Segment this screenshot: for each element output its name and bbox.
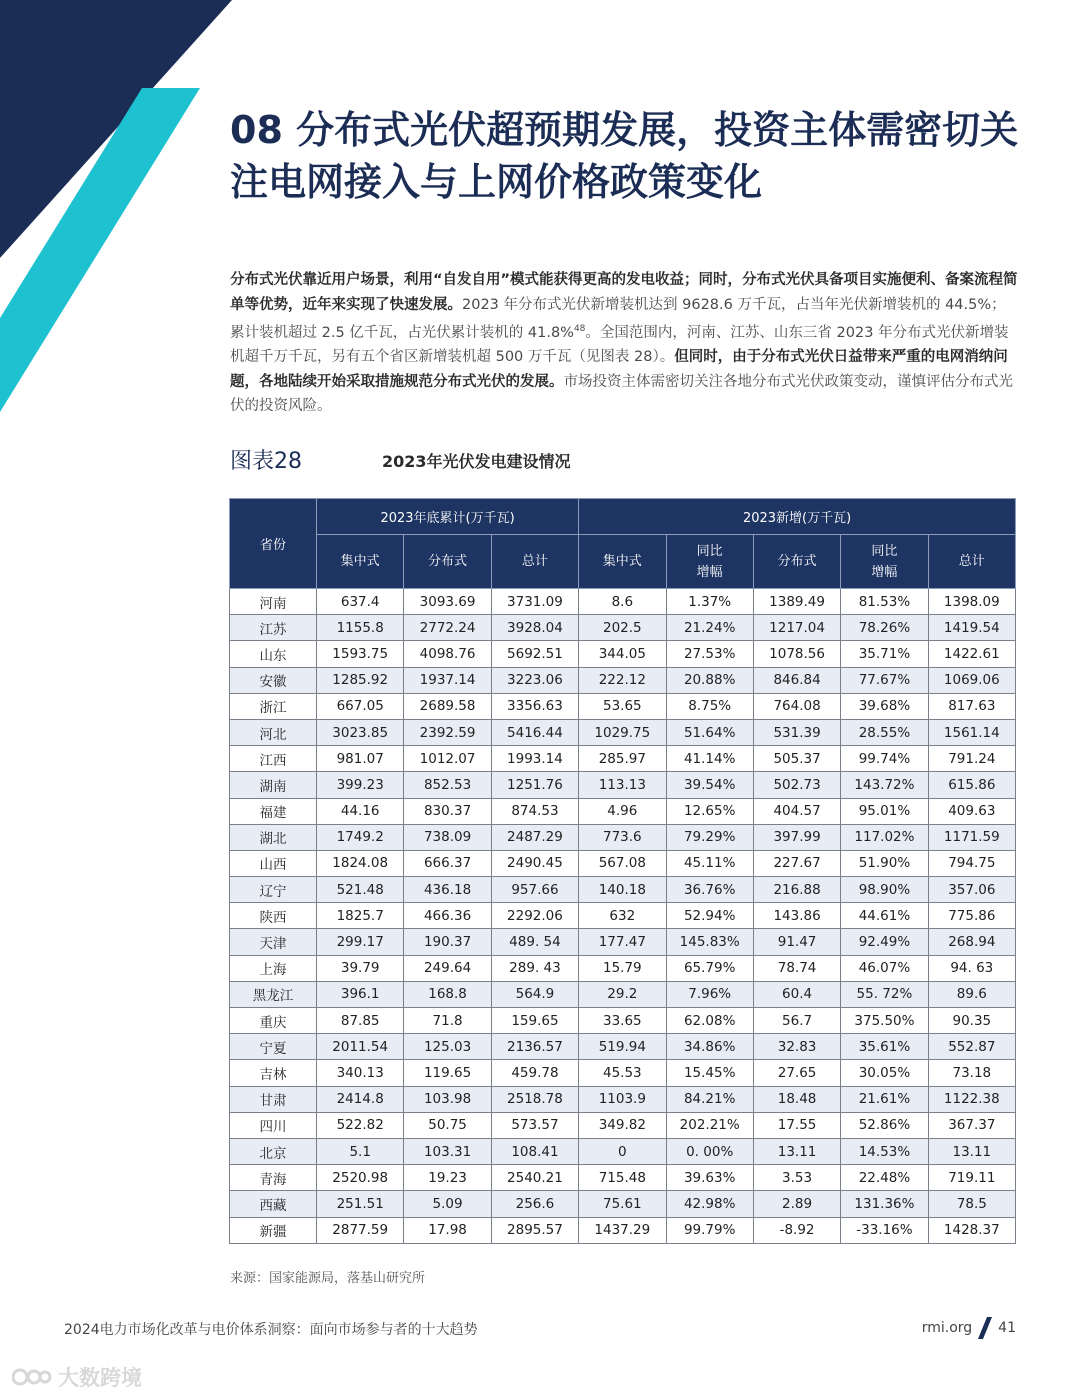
column-header: 总计	[928, 535, 1015, 589]
table-cell: 1593.75	[317, 641, 404, 667]
table-cell: 1069.06	[928, 667, 1015, 693]
province-cell: 湖北	[230, 824, 317, 850]
province-cell: 上海	[230, 955, 317, 981]
table-cell: 27.53%	[666, 641, 753, 667]
header-province: 省份	[230, 499, 317, 589]
province-cell: 甘肃	[230, 1086, 317, 1112]
table-cell: 1.37%	[666, 589, 753, 615]
table-cell: 775.86	[928, 903, 1015, 929]
table-cell: 409.63	[928, 798, 1015, 824]
table-cell: 51.90%	[841, 850, 928, 876]
table-cell: 2877.59	[317, 1217, 404, 1243]
table-cell: 216.88	[753, 877, 840, 903]
table-cell: 44.16	[317, 798, 404, 824]
table-cell: 91.47	[753, 929, 840, 955]
table-cell: 27.65	[753, 1060, 840, 1086]
table-row	[230, 746, 1016, 772]
footer-right	[922, 1317, 1016, 1339]
figure-title: 2023年光伏发电建设情况	[382, 452, 571, 471]
table-cell: 117.02%	[841, 824, 928, 850]
table-cell: 715.48	[579, 1165, 666, 1191]
table-row	[230, 1086, 1016, 1112]
table-cell: 3223.06	[491, 667, 578, 693]
table-cell: 1103.9	[579, 1086, 666, 1112]
table-cell: 466.36	[404, 903, 491, 929]
table-cell: 99.74%	[841, 746, 928, 772]
table-row	[230, 1060, 1016, 1086]
table-row	[230, 641, 1016, 667]
table-cell: 2011.54	[317, 1034, 404, 1060]
table-row	[230, 1191, 1016, 1217]
table-row	[230, 850, 1016, 876]
table-cell: 396.1	[317, 981, 404, 1007]
table-cell: 1993.14	[491, 746, 578, 772]
table-cell: 436.18	[404, 877, 491, 903]
table-cell: 45.53	[579, 1060, 666, 1086]
table-cell: 39.79	[317, 955, 404, 981]
table-row	[230, 955, 1016, 981]
table-cell: 15.79	[579, 955, 666, 981]
table-cell: 957.66	[491, 877, 578, 903]
table-cell: 19.23	[404, 1165, 491, 1191]
table-cell: 2292.06	[491, 903, 578, 929]
table-cell: 21.61%	[841, 1086, 928, 1112]
table-cell: 51.64%	[666, 719, 753, 745]
table-cell: 564.9	[491, 981, 578, 1007]
table-cell: 52.94%	[666, 903, 753, 929]
province-cell: 湖南	[230, 772, 317, 798]
table-cell: 375.50%	[841, 1008, 928, 1034]
table-cell: 981.07	[317, 746, 404, 772]
table-cell: 95.01%	[841, 798, 928, 824]
slash-icon	[978, 1317, 992, 1339]
province-cell: 辽宁	[230, 877, 317, 903]
table-cell: 489. 54	[491, 929, 578, 955]
table-cell: 13.11	[753, 1138, 840, 1164]
table-cell: 222.12	[579, 667, 666, 693]
table-cell: 2689.58	[404, 693, 491, 719]
table-row	[230, 1112, 1016, 1138]
table-cell: 79.29%	[666, 824, 753, 850]
table-cell: 119.65	[404, 1060, 491, 1086]
table-cell: 256.6	[491, 1191, 578, 1217]
table-cell: 50.75	[404, 1112, 491, 1138]
table-cell: 1428.37	[928, 1217, 1015, 1243]
table-cell: 103.31	[404, 1138, 491, 1164]
table-cell: 13.11	[928, 1138, 1015, 1164]
province-cell: 吉林	[230, 1060, 317, 1086]
table-cell: 168.8	[404, 981, 491, 1007]
table-cell: 7.96%	[666, 981, 753, 1007]
table-cell: 145.83%	[666, 929, 753, 955]
table-cell: 531.39	[753, 719, 840, 745]
watermark-text: 大数跨境	[58, 1366, 142, 1390]
table-cell: 794.75	[928, 850, 1015, 876]
table-row	[230, 1138, 1016, 1164]
table-cell: 14.53%	[841, 1138, 928, 1164]
table-cell: 227.67	[753, 850, 840, 876]
table-cell: 502.73	[753, 772, 840, 798]
table-row	[230, 1008, 1016, 1034]
para-text-1: 2023 年分布式光伏新增装机达到 9628.6 万千瓦，占当年光伏新增装机的 44.5%；累计装机超过 2.5 亿千瓦，占光伏累计装机的 41.8%	[230, 296, 1006, 341]
para-bold-2: 但同时，由于分布式光伏日益带来严重的电网消纳问题，各地陆续开始采取措施规范分布式光伏的发展。	[230, 349, 1008, 390]
table-cell: 33.65	[579, 1008, 666, 1034]
table-cell: 764.08	[753, 693, 840, 719]
table-cell: 1155.8	[317, 615, 404, 641]
table-cell: 55. 72%	[841, 981, 928, 1007]
table-cell: 3093.69	[404, 589, 491, 615]
table-cell: 817.63	[928, 693, 1015, 719]
table-cell: 56.7	[753, 1008, 840, 1034]
table-cell: 71.8	[404, 1008, 491, 1034]
table-cell: 159.65	[491, 1008, 578, 1034]
page-title: 08 分布式光伏超预期发展，投资主体需密切关注电网接入与上网价格政策变化	[230, 108, 1019, 204]
province-cell: 福建	[230, 798, 317, 824]
table-cell: 143.86	[753, 903, 840, 929]
table-cell: 667.05	[317, 693, 404, 719]
table-cell: 15.45%	[666, 1060, 753, 1086]
table-cell: 81.53%	[841, 589, 928, 615]
table-cell: 103.98	[404, 1086, 491, 1112]
table-cell: 519.94	[579, 1034, 666, 1060]
table-cell: 89.6	[928, 981, 1015, 1007]
table-cell: 77.67%	[841, 667, 928, 693]
table-cell: 18.48	[753, 1086, 840, 1112]
province-cell: 黑龙江	[230, 981, 317, 1007]
table-cell: 1419.54	[928, 615, 1015, 641]
table-cell: 5.09	[404, 1191, 491, 1217]
column-header: 分布式	[404, 535, 491, 589]
table-cell: 5.1	[317, 1138, 404, 1164]
province-cell: 宁夏	[230, 1034, 317, 1060]
table-cell: 666.37	[404, 850, 491, 876]
table-cell: 1078.56	[753, 641, 840, 667]
table-cell: 1824.08	[317, 850, 404, 876]
table-cell: 521.48	[317, 877, 404, 903]
table-cell: -33.16%	[841, 1217, 928, 1243]
table-cell: 35.71%	[841, 641, 928, 667]
column-header: 集中式	[579, 535, 666, 589]
table-cell: 35.61%	[841, 1034, 928, 1060]
table-cell: 92.49%	[841, 929, 928, 955]
page-number: 41	[998, 1320, 1016, 1336]
province-cell: 新疆	[230, 1217, 317, 1243]
table-cell: 125.03	[404, 1034, 491, 1060]
province-cell: 青海	[230, 1165, 317, 1191]
table-cell: 249.64	[404, 955, 491, 981]
table-row	[230, 615, 1016, 641]
table-cell: 2518.78	[491, 1086, 578, 1112]
table-cell: 791.24	[928, 746, 1015, 772]
province-cell: 重庆	[230, 1008, 317, 1034]
table-cell: 2895.57	[491, 1217, 578, 1243]
table-cell: 39.68%	[841, 693, 928, 719]
watermark	[12, 1362, 142, 1392]
table-cell: 87.85	[317, 1008, 404, 1034]
column-header: 同比 增幅	[666, 535, 753, 589]
table-cell: 1398.09	[928, 589, 1015, 615]
table-cell: 12.65%	[666, 798, 753, 824]
table-cell: 84.21%	[666, 1086, 753, 1112]
province-cell: 山东	[230, 641, 317, 667]
table-cell: 36.76%	[666, 877, 753, 903]
table-cell: 131.36%	[841, 1191, 928, 1217]
province-cell: 江西	[230, 746, 317, 772]
table-cell: 3356.63	[491, 693, 578, 719]
table-cell: 17.55	[753, 1112, 840, 1138]
table-cell: 2540.21	[491, 1165, 578, 1191]
table-cell: 1749.2	[317, 824, 404, 850]
table-row	[230, 693, 1016, 719]
table-cell: 60.4	[753, 981, 840, 1007]
table-cell: 34.86%	[666, 1034, 753, 1060]
table-cell: 45.11%	[666, 850, 753, 876]
table-cell: 505.37	[753, 746, 840, 772]
table-cell: 202.5	[579, 615, 666, 641]
table-cell: 4.96	[579, 798, 666, 824]
table-cell: 39.63%	[666, 1165, 753, 1191]
table-cell: 2392.59	[404, 719, 491, 745]
table-cell: 5692.51	[491, 641, 578, 667]
table-cell: 340.13	[317, 1060, 404, 1086]
province-cell: 西藏	[230, 1191, 317, 1217]
table-cell: 17.98	[404, 1217, 491, 1243]
footer-report-title: 2024电力市场化改革与电价体系洞察：面向市场参与者的十大趋势	[64, 1322, 478, 1338]
table-cell: 3.53	[753, 1165, 840, 1191]
table-cell: 65.79%	[666, 955, 753, 981]
table-cell: 2490.45	[491, 850, 578, 876]
table-cell: 738.09	[404, 824, 491, 850]
province-cell: 陕西	[230, 903, 317, 929]
table-cell: 94. 63	[928, 955, 1015, 981]
table-cell: 830.37	[404, 798, 491, 824]
table-cell: 190.37	[404, 929, 491, 955]
table-cell: 21.24%	[666, 615, 753, 641]
table-cell: 268.94	[928, 929, 1015, 955]
table-cell: 367.37	[928, 1112, 1015, 1138]
table-cell: 874.53	[491, 798, 578, 824]
table-cell: 2414.8	[317, 1086, 404, 1112]
table-cell: 637.4	[317, 589, 404, 615]
table-cell: 285.97	[579, 746, 666, 772]
province-cell: 天津	[230, 929, 317, 955]
table-cell: 28.55%	[841, 719, 928, 745]
table-cell: 1389.49	[753, 589, 840, 615]
table-cell: 357.06	[928, 877, 1015, 903]
province-cell: 安徽	[230, 667, 317, 693]
table-cell: 1561.14	[928, 719, 1015, 745]
province-cell: 北京	[230, 1138, 317, 1164]
header-group-new: 2023新增(万千瓦)	[579, 499, 1016, 535]
table-cell: 41.14%	[666, 746, 753, 772]
table-cell: 30.05%	[841, 1060, 928, 1086]
column-header: 分布式	[753, 535, 840, 589]
table-row	[230, 772, 1016, 798]
table-cell: 289. 43	[491, 955, 578, 981]
table-cell: 397.99	[753, 824, 840, 850]
table-cell: 299.17	[317, 929, 404, 955]
table-cell: 52.86%	[841, 1112, 928, 1138]
table-cell: 44.61%	[841, 903, 928, 929]
table-cell: 1029.75	[579, 719, 666, 745]
para-text-3: 市场投资主体需密切关注各地分布式光伏政策变动，谨慎评估分布式光伏的投资风险。	[230, 373, 1013, 415]
footer-site-link[interactable]: rmi.org	[921, 1320, 973, 1336]
header-group-cumulative: 2023年底累计(万千瓦)	[317, 499, 579, 535]
table-cell: 1217.04	[753, 615, 840, 641]
table-cell: 108.41	[491, 1138, 578, 1164]
table-cell: 202.21%	[666, 1112, 753, 1138]
table-row	[230, 877, 1016, 903]
table-cell: 53.65	[579, 693, 666, 719]
table-cell: 251.51	[317, 1191, 404, 1217]
table-cell: 22.48%	[841, 1165, 928, 1191]
table-cell: 98.90%	[841, 877, 928, 903]
table-cell: 846.84	[753, 667, 840, 693]
table-row	[230, 981, 1016, 1007]
table-row	[230, 1034, 1016, 1060]
table-cell: 632	[579, 903, 666, 929]
table-cell: 552.87	[928, 1034, 1015, 1060]
table-row	[230, 667, 1016, 693]
table-cell: 5416.44	[491, 719, 578, 745]
table-cell: 8.6	[579, 589, 666, 615]
para-bold-1: 分布式光伏靠近用户场景，利用“自发自用”模式能获得更高的发电收益；同时，分布式光伏具备项目实施便利、备案流程简单等优势，近年来实现了快速发展。	[230, 272, 1018, 313]
table-cell: 1422.61	[928, 641, 1015, 667]
table-cell: 1825.7	[317, 903, 404, 929]
table-cell: 1437.29	[579, 1217, 666, 1243]
table-cell: 4098.76	[404, 641, 491, 667]
table-cell: 3731.09	[491, 589, 578, 615]
source-note: 来源：国家能源局，落基山研究所	[230, 1271, 426, 1286]
table-cell: 3023.85	[317, 719, 404, 745]
table-cell: -8.92	[753, 1217, 840, 1243]
province-cell: 四川	[230, 1112, 317, 1138]
table-cell: 78.26%	[841, 615, 928, 641]
table-cell: 0. 00%	[666, 1138, 753, 1164]
table-cell: 2487.29	[491, 824, 578, 850]
table-cell: 8.75%	[666, 693, 753, 719]
table-cell: 1012.07	[404, 746, 491, 772]
table-cell: 99.79%	[666, 1217, 753, 1243]
table-cell: 3928.04	[491, 615, 578, 641]
intro-paragraph	[230, 268, 1020, 419]
province-cell: 江苏	[230, 615, 317, 641]
column-header: 集中式	[317, 535, 404, 589]
table-cell: 90.35	[928, 1008, 1015, 1034]
table-cell: 73.18	[928, 1060, 1015, 1086]
table-cell: 2136.57	[491, 1034, 578, 1060]
table-cell: 2.89	[753, 1191, 840, 1217]
table-cell: 20.88%	[666, 667, 753, 693]
table-cell: 349.82	[579, 1112, 666, 1138]
watermark-logo-icon	[12, 1365, 52, 1389]
table-cell: 1171.59	[928, 824, 1015, 850]
table-cell: 2520.98	[317, 1165, 404, 1191]
table-row	[230, 1217, 1016, 1243]
table-cell: 1285.92	[317, 667, 404, 693]
table-cell: 140.18	[579, 877, 666, 903]
table-cell: 573.57	[491, 1112, 578, 1138]
table-cell: 773.6	[579, 824, 666, 850]
table-cell: 852.53	[404, 772, 491, 798]
table-cell: 1122.38	[928, 1086, 1015, 1112]
province-cell: 河南	[230, 589, 317, 615]
province-cell: 山西	[230, 850, 317, 876]
table-cell: 615.86	[928, 772, 1015, 798]
province-cell: 浙江	[230, 693, 317, 719]
pv-construction-table	[229, 498, 1016, 1244]
table-cell: 404.57	[753, 798, 840, 824]
table-cell: 39.54%	[666, 772, 753, 798]
footnote-ref: 48	[573, 324, 586, 334]
table-cell: 177.47	[579, 929, 666, 955]
table-cell: 1937.14	[404, 667, 491, 693]
province-cell: 河北	[230, 719, 317, 745]
table-cell: 62.08%	[666, 1008, 753, 1034]
table-cell: 42.98%	[666, 1191, 753, 1217]
table-cell: 719.11	[928, 1165, 1015, 1191]
table-row	[230, 929, 1016, 955]
column-header: 同比 增幅	[841, 535, 928, 589]
table-row	[230, 719, 1016, 745]
para-text-2: 。全国范围内，河南、江苏、山东三省 2023 年分布式光伏新增装机超千万千瓦，另有五个省区新增装机超 500 万千瓦（见图表 28）。	[230, 324, 1009, 366]
corner-decoration	[0, 0, 240, 420]
table-row	[230, 903, 1016, 929]
column-header: 总计	[491, 535, 578, 589]
table-cell: 78.5	[928, 1191, 1015, 1217]
table-cell: 399.23	[317, 772, 404, 798]
table-cell: 0	[579, 1138, 666, 1164]
table-row	[230, 589, 1016, 615]
table-cell: 113.13	[579, 772, 666, 798]
table-cell: 143.72%	[841, 772, 928, 798]
table-cell: 344.05	[579, 641, 666, 667]
table-cell: 567.08	[579, 850, 666, 876]
table-cell: 459.78	[491, 1060, 578, 1086]
table-row	[230, 1165, 1016, 1191]
table-row	[230, 798, 1016, 824]
figure-number: 图表28	[230, 449, 302, 474]
table-cell: 2772.24	[404, 615, 491, 641]
table-row	[230, 824, 1016, 850]
table-cell: 32.83	[753, 1034, 840, 1060]
table-cell: 46.07%	[841, 955, 928, 981]
table-cell: 522.82	[317, 1112, 404, 1138]
table-cell: 75.61	[579, 1191, 666, 1217]
table-cell: 78.74	[753, 955, 840, 981]
table-cell: 29.2	[579, 981, 666, 1007]
table-cell: 1251.76	[491, 772, 578, 798]
